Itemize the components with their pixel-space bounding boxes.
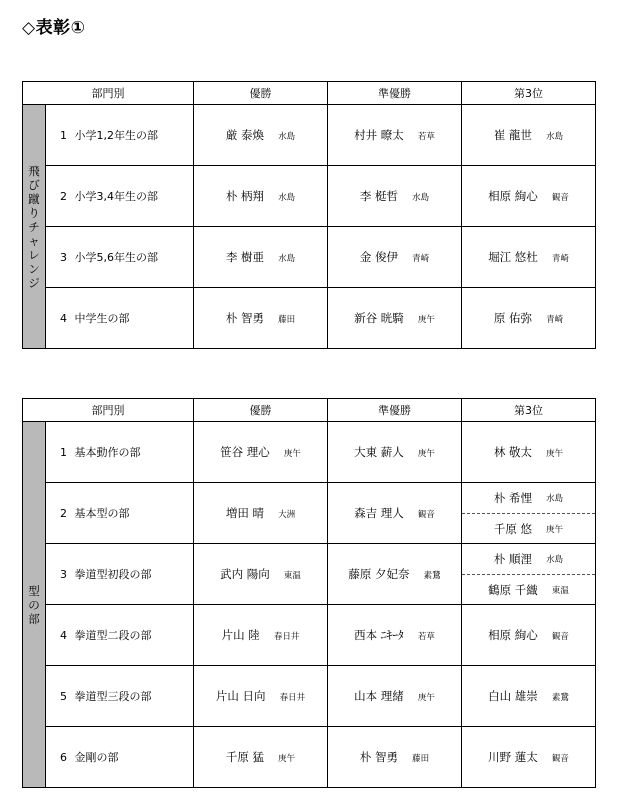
dojo-name: 素鵞 [423, 571, 441, 581]
third-place-entry [462, 513, 595, 543]
dojo-name: 庚午 [417, 315, 435, 325]
dojo-name: 大洲 [278, 510, 296, 520]
category-number: 6 [60, 751, 67, 764]
side-label-cell [23, 422, 46, 788]
third-place-cell [462, 727, 596, 788]
table-row [23, 605, 596, 666]
first-place-cell [194, 727, 328, 788]
category-name: 小学3,4年生の部 [74, 190, 158, 203]
winner-name: 堀江 悠杜 [488, 250, 538, 264]
category-number: 2 [60, 190, 67, 203]
dojo-name: 水島 [278, 132, 296, 142]
table-row [23, 288, 596, 349]
category-name: 金剛の部 [74, 751, 119, 764]
winner-name: 白山 雄崇 [488, 689, 538, 703]
winner-name: 朴 希悝 [493, 491, 533, 505]
first-place-cell [194, 422, 328, 483]
category-number: 1 [60, 446, 67, 459]
page-title: ◇表彰① [22, 18, 86, 38]
dojo-name: 青崎 [551, 254, 569, 264]
category-name: 小学1,2年生の部 [74, 129, 158, 142]
first-place-cell [194, 288, 328, 349]
third-place-cell [462, 227, 596, 288]
winner-name: 原 佑弥 [493, 311, 533, 325]
dojo-name: 水島 [278, 193, 296, 203]
category-cell [46, 105, 194, 166]
dojo-name: 水島 [278, 254, 296, 264]
dojo-name: 観音 [551, 754, 569, 764]
category-cell [46, 727, 194, 788]
dojo-name: 素鵞 [551, 693, 569, 703]
table-row [23, 422, 596, 483]
table-row [23, 544, 596, 605]
category-cell [46, 288, 194, 349]
third-place-entry [462, 544, 595, 574]
dojo-name: 庚午 [546, 449, 564, 459]
second-place-cell [328, 166, 462, 227]
category-cell [46, 227, 194, 288]
winner-name: 西本 ﾆｷｰﾀ [354, 628, 404, 642]
winner-name: 崔 龍世 [493, 128, 533, 142]
first-place-cell [194, 544, 328, 605]
category-number: 3 [60, 251, 67, 264]
category-cell [46, 605, 194, 666]
second-place-cell [328, 105, 462, 166]
winner-name: 朴 順浬 [493, 552, 533, 566]
category-name: 基本動作の部 [74, 446, 141, 459]
winner-name: 森吉 理人 [354, 506, 404, 520]
second-place-cell [328, 288, 462, 349]
winner-name: 千原 悠 [493, 521, 533, 536]
third-place-cell [462, 288, 596, 349]
dojo-name: 庚午 [417, 693, 435, 703]
awards-table-kata [22, 398, 596, 788]
winner-name: 金 俊伊 [359, 250, 399, 264]
third-place-cell [462, 605, 596, 666]
dojo-name: 庚午 [283, 449, 301, 459]
winner-name: 増田 晴 [225, 506, 265, 520]
third-place-cell [462, 483, 596, 544]
awards-table-jump-kick [22, 81, 596, 349]
winner-name: 武内 陽向 [220, 567, 270, 581]
second-place-cell [328, 422, 462, 483]
winner-name: 川野 蓮太 [488, 750, 538, 764]
third-place-entry [462, 483, 595, 513]
category-name: 小学5,6年生の部 [74, 251, 158, 264]
dojo-name: 東温 [283, 571, 301, 581]
third-place-cell [462, 105, 596, 166]
first-place-cell [194, 666, 328, 727]
winner-name: 林 敬太 [493, 445, 533, 459]
third-place-cell [462, 666, 596, 727]
category-name: 拳道型二段の部 [74, 629, 152, 642]
first-place-cell [194, 605, 328, 666]
category-cell [46, 544, 194, 605]
dojo-name: 春日井 [279, 693, 306, 703]
header-category: 部門別 [23, 399, 194, 422]
winner-name: 厳 泰煥 [225, 128, 265, 142]
side-label: 飛び蹴りチャレンジ [28, 163, 40, 290]
winner-name: 千原 猛 [225, 750, 265, 764]
third-place-cell [462, 166, 596, 227]
dojo-name: 水島 [412, 193, 430, 203]
category-cell [46, 422, 194, 483]
winner-name: 山本 理緒 [354, 689, 404, 703]
header-first: 優勝 [194, 399, 328, 422]
second-place-cell [328, 544, 462, 605]
winner-name: 藤原 夕妃奈 [348, 567, 410, 581]
second-place-cell [328, 227, 462, 288]
first-place-cell [194, 166, 328, 227]
header-third: 第3位 [462, 82, 596, 105]
dojo-name: 春日井 [273, 632, 300, 642]
dojo-name: 観音 [417, 510, 435, 520]
category-cell [46, 483, 194, 544]
table-row [23, 166, 596, 227]
header-category: 部門別 [23, 82, 194, 105]
second-place-cell [328, 666, 462, 727]
category-name: 拳道型初段の部 [74, 568, 152, 581]
dojo-name: 庚午 [417, 449, 435, 459]
category-cell [46, 166, 194, 227]
category-number: 4 [60, 312, 67, 325]
winner-name: 新谷 晄騎 [354, 311, 404, 325]
winner-name: 鶴原 千織 [488, 582, 538, 597]
dojo-name: 水島 [546, 494, 564, 504]
category-number: 3 [60, 568, 67, 581]
dojo-name: 水島 [546, 555, 564, 565]
winner-name: 相原 絢心 [488, 189, 538, 203]
dojo-name: 若草 [417, 632, 435, 642]
first-place-cell [194, 227, 328, 288]
header-second: 準優勝 [328, 82, 462, 105]
dojo-name: 観音 [551, 632, 569, 642]
side-label: 型の部 [28, 583, 40, 626]
winner-name: 朴 柄翔 [225, 189, 265, 203]
dojo-name: 庚午 [546, 524, 564, 535]
winner-name: 片山 陸 [221, 628, 260, 642]
dojo-name: 藤田 [412, 754, 430, 764]
category-number: 1 [60, 129, 67, 142]
first-place-cell [194, 105, 328, 166]
header-third: 第3位 [462, 399, 596, 422]
dojo-name: 藤田 [278, 315, 296, 325]
second-place-cell [328, 605, 462, 666]
header-row [23, 82, 596, 105]
winner-name: 笹谷 理心 [220, 445, 270, 459]
third-place-entry [462, 574, 595, 604]
second-place-cell [328, 483, 462, 544]
side-label-cell [23, 105, 46, 349]
dojo-name: 若草 [417, 132, 435, 142]
category-name: 中学生の部 [74, 312, 130, 325]
winner-name: 朴 智勇 [359, 750, 399, 764]
table-row [23, 105, 596, 166]
header-second: 準優勝 [328, 399, 462, 422]
second-place-cell [328, 727, 462, 788]
table-row [23, 666, 596, 727]
category-number: 2 [60, 507, 67, 520]
category-cell [46, 666, 194, 727]
table-row [23, 727, 596, 788]
dojo-name: 庚午 [278, 754, 296, 764]
dojo-name: 青崎 [546, 315, 564, 325]
winner-name: 大東 薪人 [354, 445, 404, 459]
winner-name: 李 梃哲 [359, 189, 399, 203]
first-place-cell [194, 483, 328, 544]
category-name: 拳道型三段の部 [74, 690, 152, 703]
winner-name: 朴 智勇 [225, 311, 265, 325]
dojo-name: 青崎 [412, 254, 430, 264]
third-place-cell [462, 544, 596, 605]
dojo-name: 水島 [546, 132, 564, 142]
winner-name: 村井 暸太 [354, 128, 404, 142]
table-row [23, 483, 596, 544]
dojo-name: 観音 [551, 193, 569, 203]
category-number: 4 [60, 629, 67, 642]
header-row [23, 399, 596, 422]
category-number: 5 [60, 690, 67, 703]
table-row [23, 227, 596, 288]
winner-name: 片山 日向 [215, 689, 266, 703]
header-first: 優勝 [194, 82, 328, 105]
dojo-name: 東温 [551, 585, 569, 596]
winner-name: 相原 絢心 [488, 628, 538, 642]
category-name: 基本型の部 [74, 507, 130, 520]
third-place-cell [462, 422, 596, 483]
winner-name: 李 樹亜 [225, 250, 265, 264]
